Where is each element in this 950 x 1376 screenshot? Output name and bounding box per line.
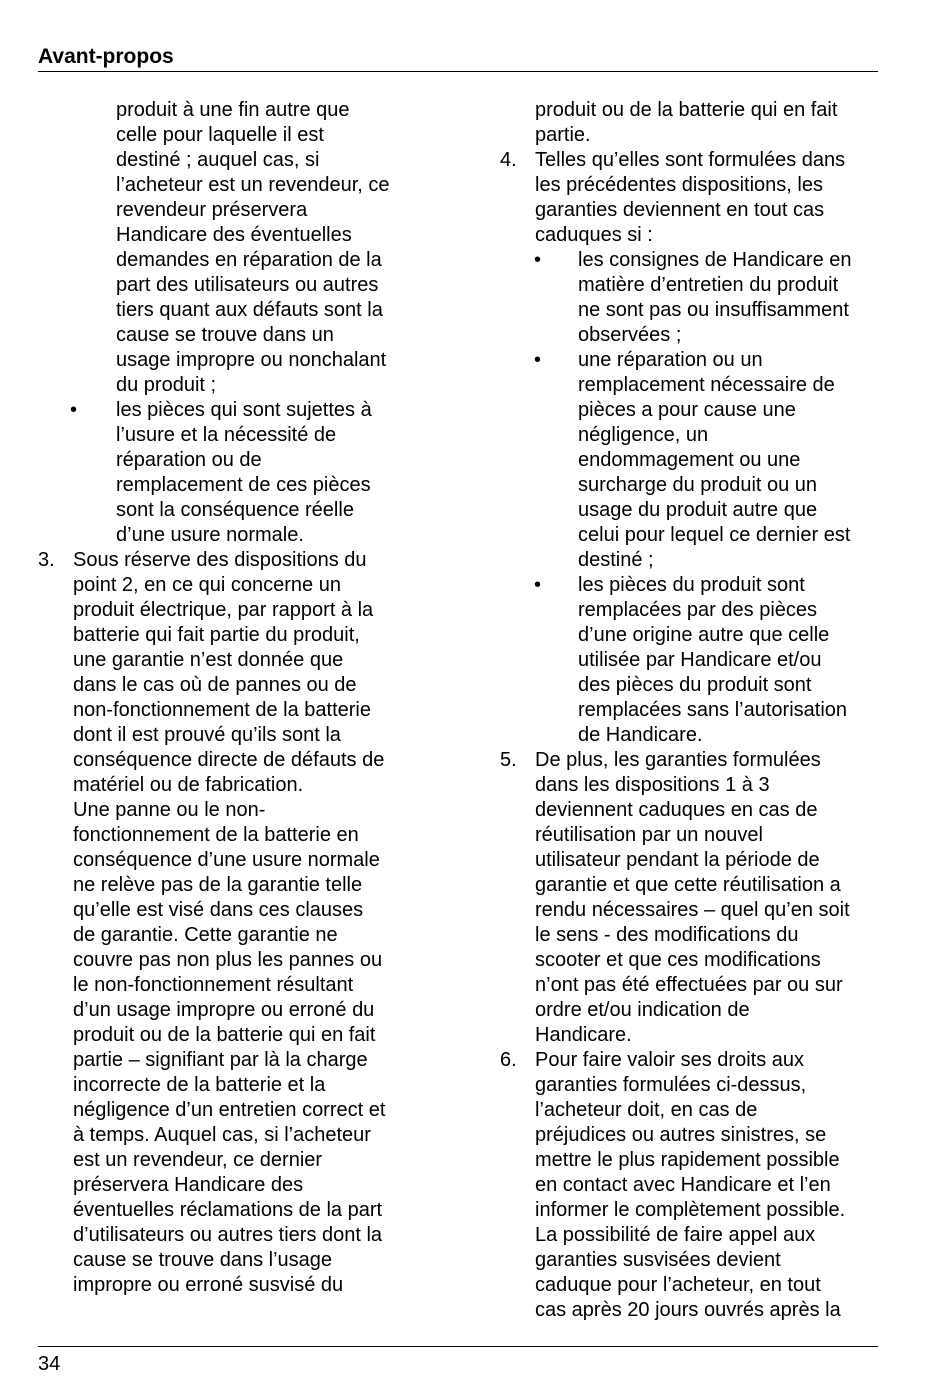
text-line: l’acheteur est un revendeur, ce [116, 174, 390, 196]
text-line: les précédentes dispositions, les [535, 174, 823, 196]
text-line: le sens - des modifications du [535, 924, 799, 946]
text-line: partie. [535, 124, 591, 146]
header-rule [38, 71, 878, 72]
left-continuation-paragraph [38, 98, 428, 398]
item-3-text [73, 548, 428, 1298]
text-line: à temps. Auquel cas, si l’acheteur [73, 1124, 371, 1146]
text-line: n’ont pas été effectuées par ou sur [535, 974, 843, 996]
text-line: de Handicare. [578, 724, 703, 746]
text-line: une garantie n’est donnée que [73, 649, 344, 671]
bullet-marker: • [534, 574, 542, 596]
text-line: celle pour laquelle il est [116, 124, 324, 146]
text-line: préjudices ou autres sinistres, se [535, 1124, 827, 1146]
text-line: ne relève pas de la garantie telle [73, 874, 363, 896]
text-line: tiers quant aux défauts sont la [116, 299, 383, 321]
text-line: ne sont pas ou insuffisamment [578, 299, 849, 321]
item-5-text [535, 748, 880, 1048]
text-line: les pièces qui sont sujettes à [116, 399, 372, 421]
text-line: produit électrique, par rapport à la [73, 599, 374, 621]
item-6 [500, 1048, 880, 1323]
text-line: caduques si : [535, 224, 653, 246]
text-line: dont il est prouvé qu’ils sont la [73, 724, 341, 746]
text-line: d’un usage impropre ou erroné du [73, 999, 375, 1021]
text-line: Handicare. [535, 1024, 632, 1046]
text-line: d’une usure normale. [116, 524, 304, 546]
left-bullet-text [116, 398, 428, 548]
text-line: De plus, les garanties formulées [535, 749, 821, 771]
text-line: conséquence d’une usure normale [73, 849, 380, 871]
page-number: 34 [38, 1353, 61, 1375]
text-line: l’acheteur doit, en cas de [535, 1099, 758, 1121]
text-line: Une panne ou le non- [73, 799, 266, 821]
text-line: remplacées sans l’autorisation [578, 699, 848, 721]
text-line: du produit ; [116, 374, 217, 396]
right-continuation-paragraph [500, 98, 880, 148]
text-line: revendeur préservera [116, 199, 308, 221]
text-line: produit ou de la batterie qui en fait [73, 1024, 376, 1046]
text-line: Sous réserve des dispositions du [73, 549, 367, 571]
text-line: d’une origine autre que celle [578, 624, 830, 646]
text-line: cause se trouve dans un [116, 324, 334, 346]
text-line: préservera Handicare des [73, 1174, 304, 1196]
text-line: dans les dispositions 1 à 3 [535, 774, 770, 796]
text-line: qu’elle est visé dans ces clauses [73, 899, 364, 921]
text-line: remplacées par des pièces [578, 599, 818, 621]
text-line: réutilisation par un nouvel [535, 824, 763, 846]
text-line: produit ou de la batterie qui en fait [535, 99, 838, 121]
text-line: observées ; [578, 324, 682, 346]
item-3-number: 3. [38, 549, 55, 571]
text-line: les pièces du produit sont [578, 574, 805, 596]
item-4 [500, 148, 880, 248]
bullet-marker: • [534, 349, 542, 371]
item-4-bullet-1-text [578, 248, 880, 348]
text-line: usage impropre ou nonchalant [116, 349, 387, 371]
text-line: part des utilisateurs ou autres [116, 274, 379, 296]
text-line: deviennent caduques en cas de [535, 799, 818, 821]
text-line: matériel ou de fabrication. [73, 774, 304, 796]
bullet-marker: • [70, 399, 78, 421]
text-line: utilisée par Handicare et/ou [578, 649, 822, 671]
text-line: pièces a pour cause une [578, 399, 796, 421]
text-line: informer le complètement possible. [535, 1199, 846, 1221]
text-line: Handicare des éventuelles [116, 224, 352, 246]
text-line: usage du produit autre que [578, 499, 818, 521]
text-line: garanties susvisées devient [535, 1249, 781, 1271]
text-line: l’usure et la nécessité de [116, 424, 337, 446]
item-4-text [535, 148, 880, 248]
text-line: destiné ; [578, 549, 654, 571]
text-line: négligence d’un entretien correct et [73, 1099, 386, 1121]
text-line: produit à une fin autre que [116, 99, 350, 121]
item-4-number: 4. [500, 149, 517, 171]
text-line: garanties formulées ci-dessus, [535, 1074, 807, 1096]
bullet-marker: • [534, 249, 542, 271]
item-4-bullet-3 [500, 573, 880, 748]
item-4-bullet-3-text [578, 573, 880, 748]
text-line: utilisateur pendant la période de [535, 849, 820, 871]
text-line: demandes en réparation de la [116, 249, 382, 271]
item-3 [38, 548, 428, 1298]
left-bullet-item [38, 398, 428, 548]
item-5 [500, 748, 880, 1048]
text-line: sont la conséquence réelle [116, 499, 354, 521]
text-line: point 2, en ce qui concerne un [73, 574, 341, 596]
text-line: garantie et que cette réutilisation a [535, 874, 841, 896]
text-line: est un revendeur, ce dernier [73, 1149, 323, 1171]
text-line: le non-fonctionnement résultant [73, 974, 354, 996]
text-line: couvre pas non plus les pannes ou [73, 949, 383, 971]
text-line: endommagement ou une [578, 449, 801, 471]
text-line: destiné ; auquel cas, si [116, 149, 320, 171]
text-line: ordre et/ou indication de [535, 999, 750, 1021]
text-line: remplacement de ces pièces [116, 474, 371, 496]
text-line: surcharge du produit ou un [578, 474, 818, 496]
text-line: partie – signifiant par là la charge [73, 1049, 368, 1071]
text-line: conséquence directe de défauts de [73, 749, 385, 771]
item-5-number: 5. [500, 749, 517, 771]
text-line: matière d’entretien du produit [578, 274, 839, 296]
item-4-bullet-1 [500, 248, 880, 348]
text-line: une réparation ou un [578, 349, 763, 371]
left-column [38, 98, 428, 1298]
text-line: mettre le plus rapidement possible [535, 1149, 840, 1171]
text-line: non-fonctionnement de la batterie [73, 699, 371, 721]
text-line: remplacement nécessaire de [578, 374, 835, 396]
item-4-bullet-2-text [578, 348, 880, 573]
text-line: d’utilisateurs ou autres tiers dont la [73, 1224, 383, 1246]
text-line: des pièces du produit sont [578, 674, 812, 696]
text-line: Telles qu’elles sont formulées dans [535, 149, 846, 171]
text-line: rendu nécessaires – quel qu’en soit [535, 899, 850, 921]
item-6-number: 6. [500, 1049, 517, 1071]
text-line: impropre ou erroné susvisé du [73, 1274, 344, 1296]
text-line: cause se trouve dans l’usage [73, 1249, 333, 1271]
text-line: celui pour lequel ce dernier est [578, 524, 851, 546]
text-line: batterie qui fait partie du produit, [73, 624, 360, 646]
text-line: dans le cas où de pannes ou de [73, 674, 357, 696]
footer-rule [38, 1346, 878, 1347]
text-line: garanties deviennent en tout cas [535, 199, 825, 221]
right-column [500, 98, 880, 1323]
text-line: négligence, un [578, 424, 709, 446]
text-line: en contact avec Handicare et l’en [535, 1174, 831, 1196]
item-6-text [535, 1048, 880, 1323]
page-header-title: Avant-propos [38, 45, 174, 68]
text-line: réparation ou de [116, 449, 262, 471]
text-line: incorrecte de la batterie et la [73, 1074, 326, 1096]
text-line: cas après 20 jours ouvrés après la [535, 1299, 841, 1321]
text-line: scooter et que ces modifications [535, 949, 821, 971]
text-line: Pour faire valoir ses droits aux [535, 1049, 805, 1071]
item-4-bullet-2 [500, 348, 880, 573]
text-line: La possibilité de faire appel aux [535, 1224, 816, 1246]
text-line: caduque pour l’acheteur, en tout [535, 1274, 821, 1296]
text-line: fonctionnement de la batterie en [73, 824, 359, 846]
text-line: les consignes de Handicare en [578, 249, 852, 271]
text-line: de garantie. Cette garantie ne [73, 924, 338, 946]
text-line: éventuelles réclamations de la part [73, 1199, 383, 1221]
